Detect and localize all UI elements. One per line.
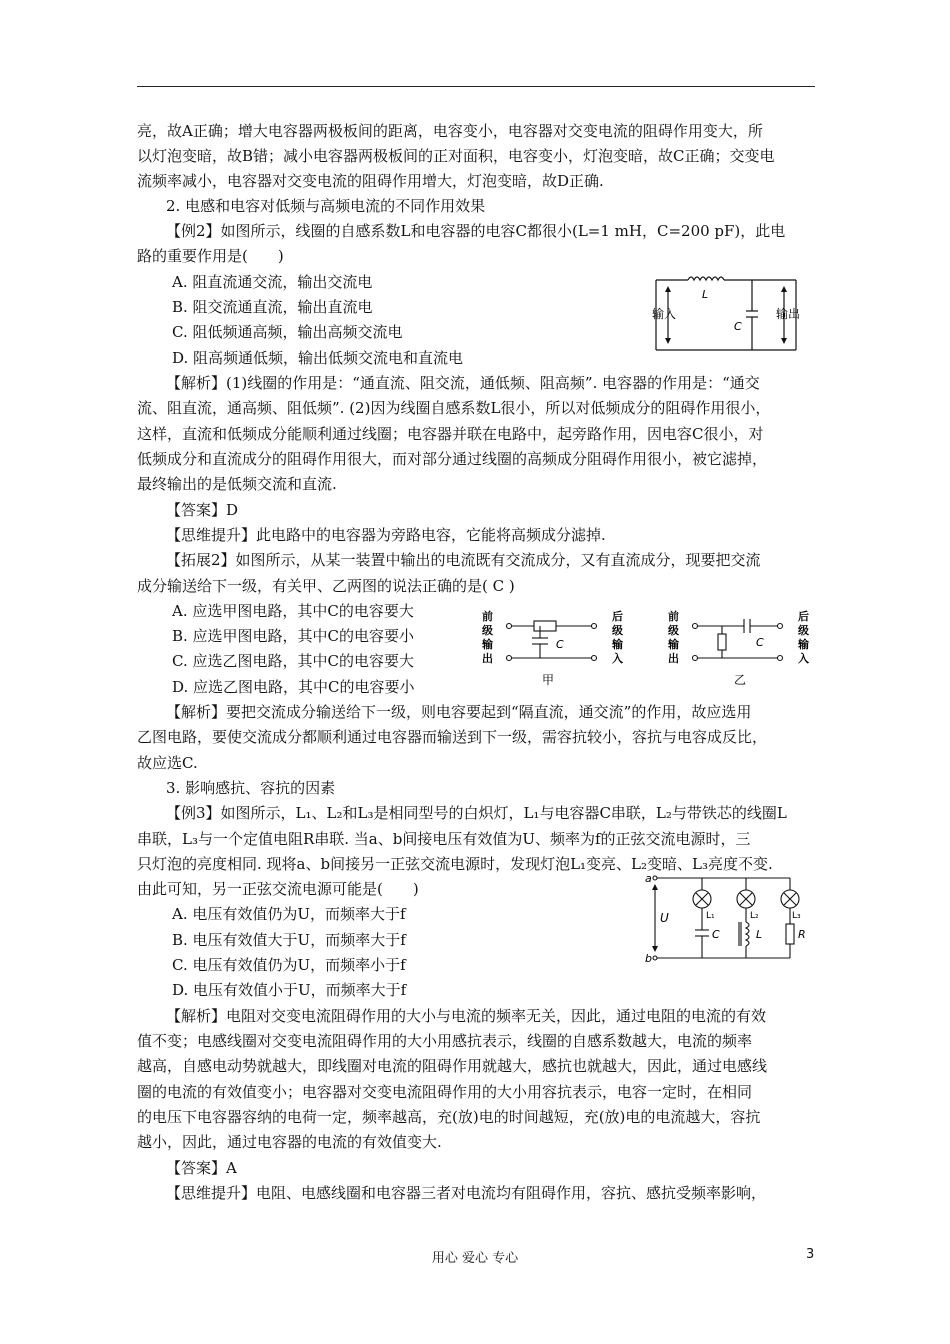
answer-line: 【答案】D xyxy=(166,501,239,519)
text-line: 圈的电流的有效值变小；电容器对交变电流阻碍作用的大小用容抗表示，电容一定时，在相同 xyxy=(137,1083,753,1101)
char: 级 xyxy=(482,624,493,637)
front-label-col xyxy=(481,609,497,665)
char: 级 xyxy=(798,624,809,637)
text-line: 亮，故A正确；增大电容器两极板间的距离，电容变小，电容器对交变电流的阻碍作用变大，所 xyxy=(137,122,763,140)
char: 入 xyxy=(612,652,623,665)
option-c: C. 电压有效值仍为U，而频率小于f xyxy=(172,956,406,974)
figure-caption: 甲 xyxy=(542,673,555,687)
option-b: B. 阻交流通直流，输出直流电 xyxy=(172,298,373,316)
option-a: A. 应选甲图电路，其中C的电容要大 xyxy=(172,602,414,620)
capacitor-label: C xyxy=(756,636,764,649)
char: 输 xyxy=(482,638,493,651)
capacitor-label: C xyxy=(556,638,564,651)
text-line: 故应选C. xyxy=(137,754,198,772)
voltage-label: U xyxy=(660,911,669,925)
text-line: 串联，L₃与一个定值电阻R串联. 当a、b间接电压有效值为U、频率为f的正弦交流电源时，三 xyxy=(137,830,751,848)
resistor-label: R xyxy=(798,928,806,941)
node-a-label: a xyxy=(645,872,652,885)
option-d: D. 电压有效值小于U，而频率大于f xyxy=(172,981,407,999)
option-a: A. 电压有效值仍为U，而频率大于f xyxy=(172,905,406,923)
analysis-line: 【解析】电阻对交变电流阻碍作用的大小与电流的频率无关，因此，通过电阻的电流的有效 xyxy=(166,1007,767,1025)
option-d: D. 阻高频通低频，输出低频交流电和直流电 xyxy=(172,349,464,367)
char: 输 xyxy=(668,638,679,651)
figure-yi xyxy=(662,610,822,690)
back-label-col xyxy=(797,609,813,665)
analysis-line: 【解析】(1)线圈的作用是：“通直流、阻交流，通低频、阻高频”. 电容器的作用是：“通交 xyxy=(166,374,760,392)
char: 入 xyxy=(798,652,809,665)
inductor-label: L xyxy=(756,928,763,941)
analysis-line: 【解析】要把交流成分输送给下一级，则电容要起到“隔直流，通交流”的作用，故应选用 xyxy=(166,703,752,721)
output-label: 输出 xyxy=(776,307,801,321)
capacitor-label: C xyxy=(734,320,742,333)
insight-line: 【思维提升】电阻、电感线圈和电容器三者对电流均有阻碍作用，容抗、感抗受频率影响， xyxy=(166,1184,767,1202)
text-line: 乙图电路，要使交流成分都顺利通过电容器而输送到下一级，需容抗较小，容抗与电容成反比， xyxy=(137,728,768,746)
char: 出 xyxy=(668,652,679,665)
char: 输 xyxy=(798,638,809,651)
header-rule xyxy=(137,86,815,87)
text-line: 低频成分和直流成分的阻碍作用很大，而对部分通过线圈的高频成分阻碍作用很小，被它滤掉， xyxy=(137,450,768,468)
answer-line: 【答案】A xyxy=(166,1159,237,1177)
extension-title: 【拓展2】如图所示，从某一装置中输出的电流既有交流成分，又有直流成分，现要把交流 xyxy=(166,551,761,569)
char: 前 xyxy=(668,610,679,623)
char: 级 xyxy=(612,624,623,637)
inductor-label: L xyxy=(702,288,709,301)
text-line: 成分输送给下一级，有关甲、乙两图的说法正确的是( C ) xyxy=(137,577,515,595)
figure-caption: 乙 xyxy=(734,673,747,687)
example-title: 【例3】如图所示，L₁、L₂和L₃是相同型号的白炽灯，L₁与电容器C串联，L₂与带铁芯的线圈L xyxy=(166,804,787,822)
char: 后 xyxy=(798,610,809,623)
lamp-l2-label: L₂ xyxy=(750,911,759,921)
insight-line: 【思维提升】此电路中的电容器为旁路电容，它能将高频成分滤掉. xyxy=(166,526,606,544)
text-line: 只灯泡的亮度相同. 现将a、b间接另一正弦交流电源时，发现灯泡L₁变亮、L₂变暗、L₃亮度不变. xyxy=(137,855,773,873)
option-d: D. 应选乙图电路，其中C的电容要小 xyxy=(172,678,415,696)
page-footer: 用心 爱心 专心 xyxy=(431,1251,519,1266)
front-label-col xyxy=(667,609,683,665)
example-title: 【例2】如图所示，线圈的自感系数L和电容器的电容C都很小(L=1 mH，C=200 pF)，此电 xyxy=(166,222,786,240)
text-line: 路的重要作用是( ) xyxy=(137,247,284,265)
char: 前 xyxy=(482,610,493,623)
char: 后 xyxy=(612,610,623,623)
text-line: 越小，因此，通过电容器的电流的有效值变大. xyxy=(137,1133,442,1151)
back-label-col xyxy=(611,609,627,665)
text-line: 流、阻直流，通高频、阻低频”. (2)因为线圈自感系数L很小，所以对低频成分的阻碍作用很小， xyxy=(137,399,771,417)
page-number: 3 xyxy=(806,1247,815,1262)
char: 出 xyxy=(482,652,493,665)
node-b-label: b xyxy=(645,952,652,965)
lamp-l3-label: L₃ xyxy=(792,911,801,921)
option-b: B. 应选甲图电路，其中C的电容要小 xyxy=(172,627,415,645)
section-heading: 2. 电感和电容对低频与高频电流的不同作用效果 xyxy=(166,197,486,215)
char: 级 xyxy=(668,624,679,637)
lamp-l1-label: L₁ xyxy=(706,911,715,921)
text-line: 以灯泡变暗，故B错；减小电容器两极板间的正对面积，电容变小，灯泡变暗，故C正确；交变电 xyxy=(137,147,775,165)
option-a: A. 阻直流通交流，输出交流电 xyxy=(172,273,373,291)
figure-lamp-circuit xyxy=(640,870,815,965)
option-b: B. 电压有效值大于U，而频率大于f xyxy=(172,931,406,949)
capacitor-label: C xyxy=(712,928,720,941)
text-line: 由此可知，另一正弦交流电源可能是( ) xyxy=(137,880,419,898)
text-line: 最终输出的是低频交流和直流. xyxy=(137,475,337,493)
figure-jia xyxy=(476,610,636,690)
text-line: 值不变；电感线圈对交变电流阻碍作用的大小用感抗表示，线圈的自感系数越大，电流的频率 xyxy=(137,1032,753,1050)
text-line: 流频率减小，电容器对交变电流的阻碍作用增大，灯泡变暗，故D正确. xyxy=(137,172,604,190)
section-heading: 3. 影响感抗、容抗的因素 xyxy=(166,779,336,797)
text-line: 的电压下电容器容纳的电荷一定，频率越高，充(放)电的时间越短，充(放)电的电流越大，容抗 xyxy=(137,1108,761,1126)
text-line: 越高，自感电动势就越大，即线圈对电流的阻碍作用就越大，感抗也就越大，因此，通过电感线 xyxy=(137,1057,768,1075)
option-c: C. 阻低频通高频，输出高频交流电 xyxy=(172,323,403,341)
char: 输 xyxy=(612,638,623,651)
figure-lc-filter xyxy=(650,268,810,358)
input-label: 输入 xyxy=(652,307,677,321)
option-c: C. 应选乙图电路，其中C的电容要大 xyxy=(172,652,414,670)
text-line: 这样，直流和低频成分能顺利通过线圈；电容器并联在电路中，起旁路作用，因电容C很小，对 xyxy=(137,425,764,443)
